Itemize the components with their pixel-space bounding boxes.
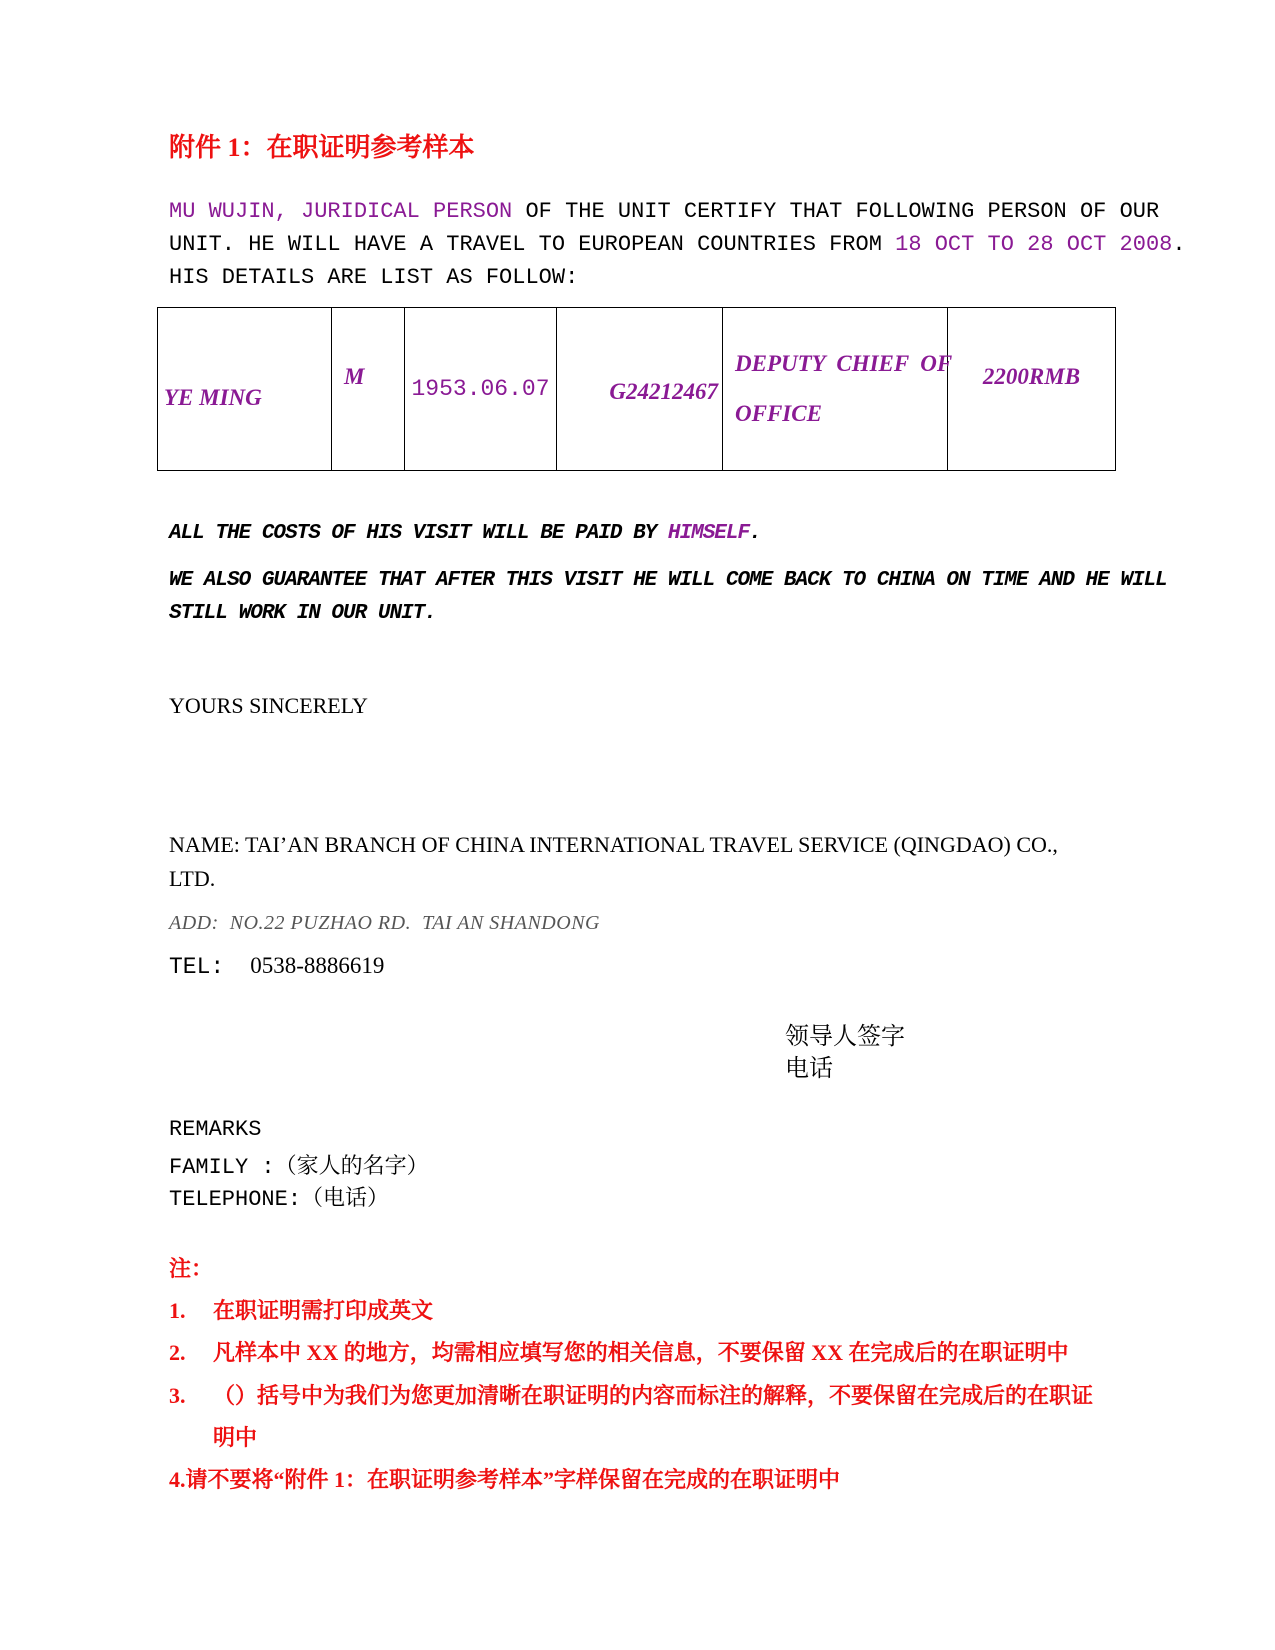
- travel-dates: 18 OCT TO 28 OCT 2008: [895, 232, 1173, 257]
- table-row: [158, 308, 1116, 471]
- notes-title: 注：: [169, 1256, 214, 1281]
- birth-date: 1953.06.07: [411, 376, 550, 402]
- note-text: 凡样本中 XX 的地方，均需相应填写您的相关信息，不要保留 XX 在完成后的在职证明中: [213, 1340, 1069, 1365]
- birth-date-cell: [405, 308, 557, 471]
- position-line-2: OFFICE: [735, 401, 822, 426]
- note-item: [169, 1463, 840, 1494]
- tel-value: 0538-8886619: [250, 953, 385, 978]
- passport-cell: [557, 308, 723, 471]
- note-item: [169, 1379, 1093, 1410]
- company-telephone: [169, 953, 384, 980]
- note-number: 1.: [169, 1298, 186, 1323]
- closing-salutation: YOURS SINCERELY: [169, 693, 368, 718]
- leader-signature-label: 领导人签字: [785, 1024, 905, 1050]
- costs-end: .: [749, 522, 761, 545]
- position-line-1: DEPUTY CHIEF OF: [735, 351, 953, 376]
- note-item-continuation: 明中: [213, 1425, 258, 1450]
- intro-line-2-end: .: [1172, 232, 1186, 257]
- employee-sex: M: [344, 364, 365, 389]
- leader-phone-label: 电话: [785, 1056, 833, 1082]
- company-address: ADD: NO.22 PUZHAO RD. TAI AN SHANDONG: [169, 912, 600, 934]
- note-text: 请不要将“附件 1：在职证明参考样本”字样保留在完成的在职证明中: [185, 1467, 841, 1492]
- company-name-line-2: LTD.: [169, 866, 216, 891]
- sex-cell: [332, 308, 405, 471]
- guarantee-line-2: STILL WORK IN OUR UNIT.: [169, 602, 436, 625]
- note-number: 3.: [169, 1383, 186, 1408]
- intro-line-1-rest: OF THE UNIT CERTIFY THAT FOLLOWING PERSON OF OUR: [512, 199, 1160, 224]
- juridical-person: MU WUJIN, JURIDICAL PERSON: [169, 199, 513, 224]
- attachment-title: 附件 1：在职证明参考样本: [169, 133, 475, 162]
- note-item: [169, 1294, 433, 1325]
- note-text: （）括号中为我们为您更加清晰在职证明的内容而标注的解释，不要保留在完成后的在职证: [213, 1383, 1094, 1408]
- tel-label: TEL:: [169, 954, 225, 980]
- note-number: 2.: [169, 1340, 186, 1365]
- company-name-line-1: NAME: TAI’AN BRANCH OF CHINA INTERNATIONAL TRAVEL SERVICE (QINGDAO) CO.,: [169, 832, 1058, 857]
- intro-line-2: [169, 232, 1186, 257]
- remarks-title: REMARKS: [169, 1117, 262, 1142]
- note-item: [169, 1336, 1069, 1367]
- costs-payer: HIMSELF: [667, 522, 750, 545]
- remarks-family: FAMILY :（家人的名字）: [169, 1155, 429, 1180]
- position-cell: [723, 308, 953, 471]
- guarantee-line-1: WE ALSO GUARANTEE THAT AFTER THIS VISIT HE WILL COME BACK TO CHINA ON TIME AND HE WILL: [169, 569, 1167, 592]
- intro-line-3: HIS DETAILS ARE LIST AS FOLLOW:: [169, 265, 579, 290]
- costs-text: ALL THE COSTS OF HIS VISIT WILL BE PAID BY: [169, 522, 668, 545]
- salary-cell: [948, 308, 1116, 471]
- salary: 2200RMB: [982, 364, 1081, 389]
- note-text: 在职证明需打印成英文: [213, 1298, 434, 1323]
- name-cell: [158, 308, 332, 471]
- costs-statement: [169, 522, 761, 545]
- note-number: 4.: [169, 1467, 186, 1492]
- remarks-telephone: TELEPHONE:（电话）: [169, 1187, 390, 1212]
- details-table: [157, 307, 1116, 471]
- intro-line-1: [169, 199, 1159, 224]
- passport-number: G24212467: [609, 379, 718, 404]
- intro-line-2-start: UNIT. HE WILL HAVE A TRAVEL TO EUROPEAN COUNTRIES FROM: [169, 232, 896, 257]
- employee-name: YE MING: [164, 385, 262, 410]
